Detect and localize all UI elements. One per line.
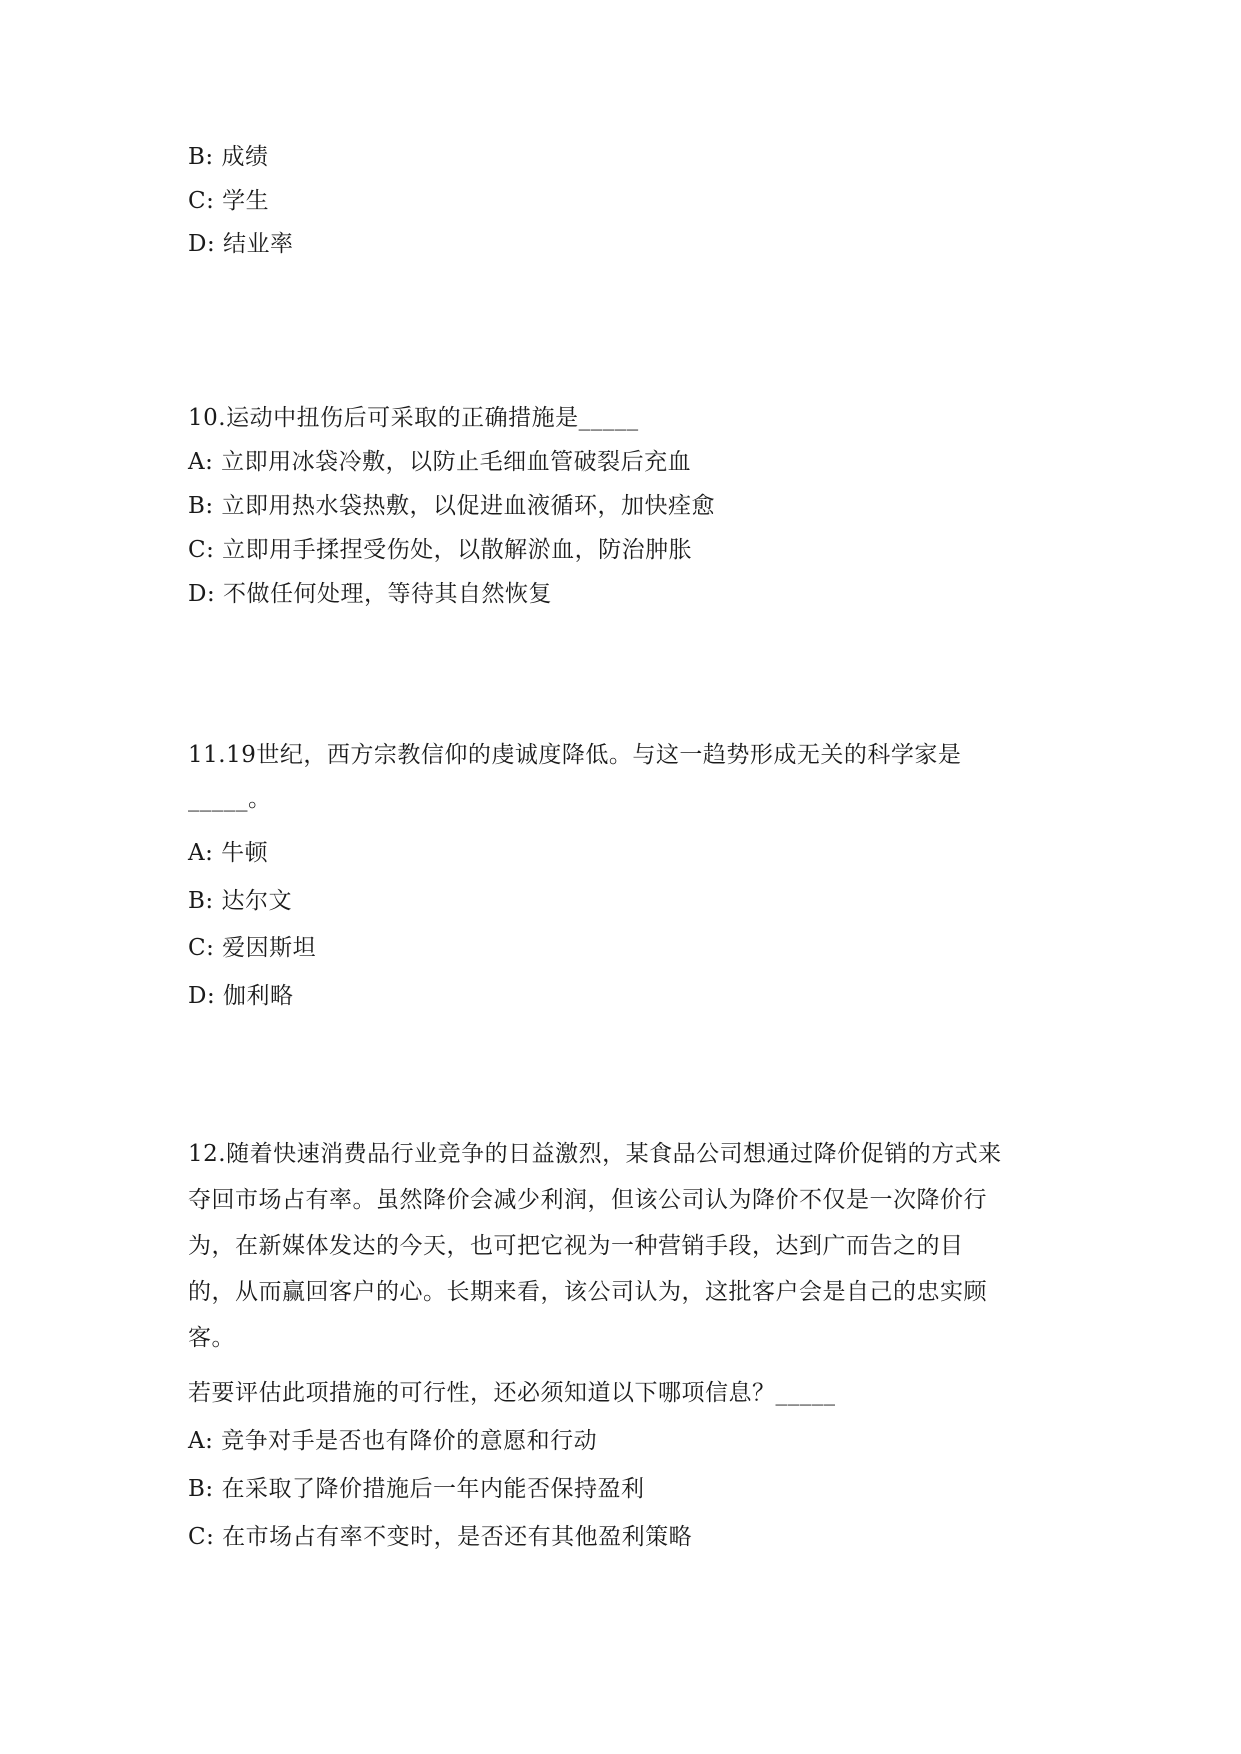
q10-option-a: A: 立即用冰袋冷敷，以防止毛细血管破裂后充血	[188, 449, 692, 475]
q12-stem-line-3: 为，在新媒体发达的今天，也可把它视为一种营销手段，达到广而告之的目	[188, 1233, 964, 1259]
q12-option-c: C: 在市场占有率不变时，是否还有其他盈利策略	[188, 1524, 693, 1550]
q10-option-c: C: 立即用手揉捏受伤处，以散解淤血，防治肿胀	[188, 537, 693, 563]
q9-option-d: D: 结业率	[188, 231, 294, 257]
q11-stem-line-1: 11.19世纪，西方宗教信仰的虔诚度降低。与这一趋势形成无关的科学家是	[188, 742, 962, 768]
q9-option-b: B: 成绩	[188, 144, 269, 170]
q11-stem-line-2: _____。	[188, 786, 272, 812]
q11-option-c: C: 爱因斯坦	[188, 935, 317, 961]
q11-option-a: A: 牛顿	[188, 840, 269, 866]
q12-stem-line-4: 的，从而赢回客户的心。长期来看，该公司认为，这批客户会是自己的忠实顾	[188, 1279, 987, 1305]
q9-option-c: C: 学生	[188, 188, 270, 214]
q12-option-b: B: 在采取了降价措施后一年内能否保持盈利	[188, 1476, 645, 1502]
q10-stem: 10.运动中扭伤后可采取的正确措施是_____	[188, 405, 639, 431]
q12-stem-line-2: 夺回市场占有率。虽然降价会减少利润，但该公司认为降价不仅是一次降价行	[188, 1187, 987, 1213]
q12-stem-line-6: 若要评估此项措施的可行性，还必须知道以下哪项信息？_____	[188, 1380, 836, 1406]
q12-stem-line-5: 客。	[188, 1325, 235, 1351]
q11-option-b: B: 达尔文	[188, 888, 292, 914]
q11-option-d: D: 伽利略	[188, 983, 294, 1009]
q10-option-d: D: 不做任何处理，等待其自然恢复	[188, 581, 553, 607]
q12-stem-line-1: 12.随着快速消费品行业竞争的日益激烈，某食品公司想通过降价促销的方式来	[188, 1141, 1002, 1167]
q10-option-b: B: 立即用热水袋热敷，以促进血液循环，加快痊愈	[188, 493, 715, 519]
q12-option-a: A: 竞争对手是否也有降价的意愿和行动	[188, 1428, 598, 1454]
